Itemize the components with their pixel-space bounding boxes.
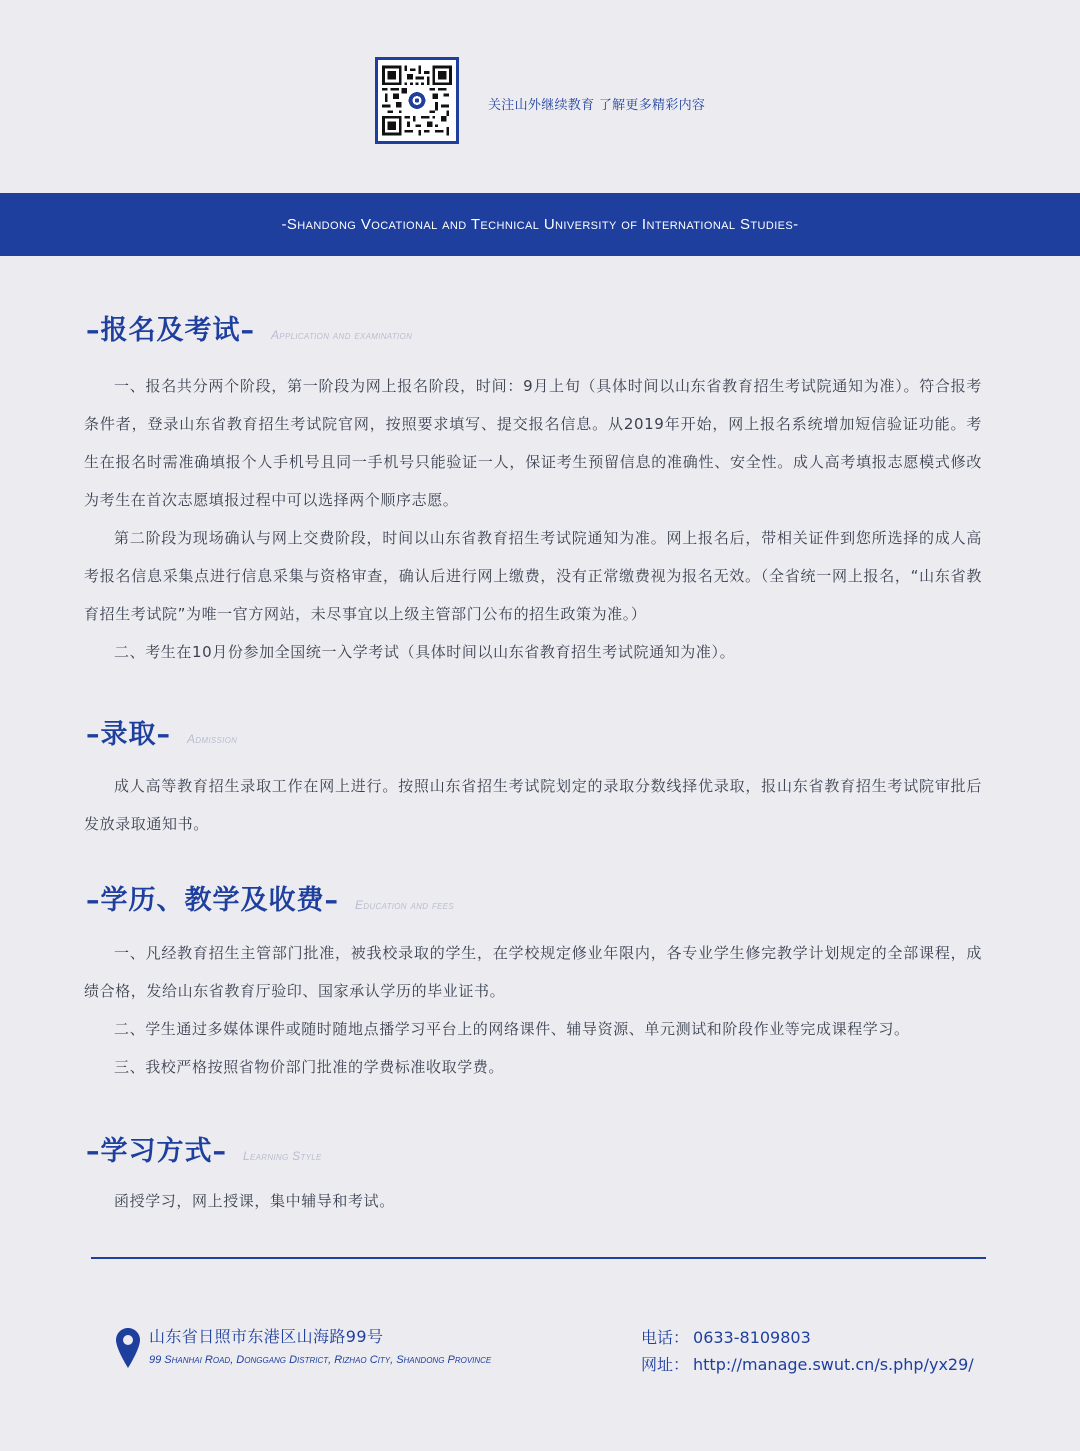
paragraph: 成人高等教育招生录取工作在网上进行。按照山东省招生考试院划定的录取分数线择优录取，报山东省教育招生考试院审批后发放录取通知书。 [84, 777, 982, 833]
section-subtitle: Education and fees [355, 898, 455, 912]
section-subtitle: Admission [187, 732, 238, 746]
website-url[interactable]: http://manage.swut.cn/s.php/yx29/ [693, 1355, 974, 1374]
section-title: –报名及考试– [86, 315, 255, 346]
section-education-heading [86, 878, 454, 917]
location-pin-icon [116, 1328, 140, 1368]
footer-divider [91, 1257, 986, 1259]
paragraph: 第二阶段为现场确认与网上交费阶段，时间以山东省教育招生考试院通知为准。网上报名后，带相关证件到您所选择的成人高考报名信息采集点进行信息采集与资格审查，确认后进行网上缴费，没有正常缴费视为报名无效。（全省统一网上报名，“山东省教育招生考试院”为唯一官方网站，未尽事宜以上级主管部门公布的招生政策为准。） [84, 529, 982, 623]
qr-code [375, 57, 459, 144]
qr-code-icon [382, 64, 452, 137]
section-admission-heading [86, 712, 237, 751]
follow-prompt: 关注山外继续教育 了解更多精彩内容 [488, 98, 706, 113]
paragraph: 函授学习，网上授课，集中辅导和考试。 [114, 1192, 395, 1210]
address-chinese: 山东省日照市东港区山海路99号 [149, 1327, 384, 1346]
paragraph: 二、学生通过多媒体课件或随时随地点播学习平台上的网络课件、辅导资源、单元测试和阶段作业等完成课程学习。 [114, 1020, 910, 1038]
section-learning-body [84, 1182, 982, 1220]
banner-title: -Shandong Vocational and Technical University of International Studies- [281, 216, 799, 233]
section-title: –录取– [86, 719, 171, 750]
paragraph: 一、凡经教育招生主管部门批准，被我校录取的学生，在学校规定修业年限内，各专业学生修完教学计划规定的全部课程，成绩合格，发给山东省教育厅验印、国家承认学历的毕业证书。 [84, 944, 982, 1000]
section-application-heading [86, 308, 412, 347]
website-line [641, 1352, 974, 1375]
phone-number: 0633-8109803 [693, 1328, 811, 1347]
section-title: –学习方式– [86, 1136, 227, 1167]
section-application-body [84, 367, 982, 671]
website-label: 网址： [641, 1355, 690, 1374]
section-subtitle: Learning Style [243, 1149, 322, 1163]
section-subtitle: Application and examination [271, 328, 413, 342]
paragraph: 一、报名共分两个阶段，第一阶段为网上报名阶段，时间：9月上旬（具体时间以山东省教育招生考试院通知为准）。符合报考条件者，登录山东省教育招生考试院官网，按照要求填写、提交报名信息。从2019年开始，网上报名系统增加短信验证功能。考生在报名时需准确填报个人手机号且同一手机号只能验证一人，保证考生预留信息的准确性、安全性。成人高考填报志愿模式修改为考生在首次志愿填报过程中可以选择两个顺序志愿。 [84, 377, 982, 509]
paragraph: 二、考生在10月份参加全国统一入学考试（具体时间以山东省教育招生考试院通知为准）。 [114, 643, 736, 661]
address-english: 99 Shanhai Road, Donggang District, Rizhao City, Shandong Province [149, 1354, 492, 1366]
section-learning-heading [86, 1129, 322, 1168]
university-banner [0, 193, 1080, 256]
section-education-body [84, 934, 982, 1086]
phone-line [641, 1325, 811, 1348]
section-admission-body [84, 767, 982, 843]
phone-label: 电话： [641, 1328, 690, 1347]
paragraph: 三、我校严格按照省物价部门批准的学费标准收取学费。 [114, 1058, 505, 1076]
section-title: –学历、教学及收费– [86, 885, 339, 916]
